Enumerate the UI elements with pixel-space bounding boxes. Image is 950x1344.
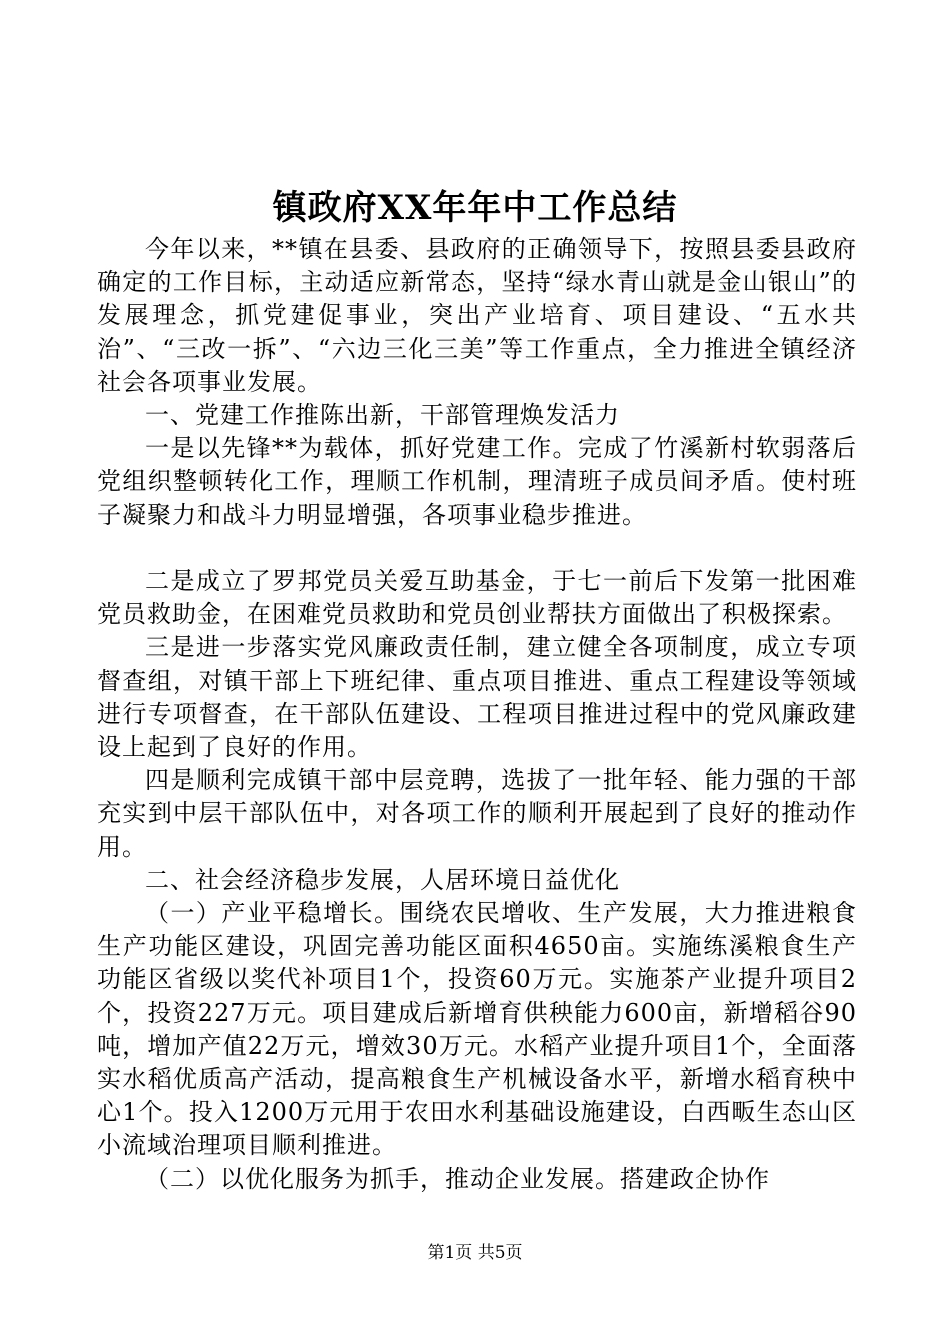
paragraph-item-2: 二是成立了罗邦党员关爱互助基金，于七一前后下发第一批困难党员救助金，在困难党员救助和党员创业帮扶方面做出了积极探索。 <box>97 567 857 629</box>
paragraph-industry: （一）产业平稳增长。围绕农民增收、生产发展，大力推进粮食生产功能区建设，巩固完善功能区面积4650亩。实施练溪粮食生产功能区省级以奖代补项目1个，投资60万元。实施茶产业提升项目2个，投资227万元。项目建成后新增育供秧能力600亩，新增稻谷90吨，增加产值22万元，增效30万元。水稻产业提升项目1个，全面落实水稻优质高产活动，提高粮食生产机械设备水平，新增水稻育秧中心1个。投入1200万元用于农田水利基础设施建设，白西畈生态山区小流域治理项目顺利推进。 <box>97 899 857 1160</box>
section-heading-party-building: 一、党建工作推陈出新，干部管理焕发活力 <box>145 401 620 430</box>
paragraph-item-4: 四是顺利完成镇干部中层竞聘，选拔了一批年轻、能力强的干部充实到中层干部队伍中，对各项工作的顺利开展起到了良好的推动作用。 <box>97 766 857 861</box>
page-footer: 第1页 共5页 <box>427 1243 523 1263</box>
paragraph-enterprise: （二）以优化服务为抓手，推动企业发展。搭建政企协作 <box>145 1164 770 1193</box>
document-title: 镇政府XX年年中工作总结 <box>272 188 678 228</box>
paragraph-item-1: 一是以先锋**为载体，抓好党建工作。完成了竹溪新村软弱落后党组织整顿转化工作，理顺工作机制，理清班子成员间矛盾。使村班子凝聚力和战斗力明显增强，各项事业稳步推进。 <box>97 434 857 529</box>
document-body <box>97 233 857 1196</box>
paragraph-intro: 今年以来，**镇在县委、县政府的正确领导下，按照县委县政府确定的工作目标，主动适应新常态，坚持“绿水青山就是金山银山”的发展理念，抓党建促事业，突出产业培育、项目建设、“五水共治”、“三改一拆”、“六边三化三美”等工作重点，全力推进全镇经济社会各项事业发展。 <box>97 235 857 396</box>
section-heading-economy: 二、社会经济稳步发展，人居环境日益优化 <box>145 865 620 894</box>
paragraph-item-3: 三是进一步落实党风廉政责任制，建立健全各项制度，成立专项督查组，对镇干部上下班纪律、重点项目推进、重点工程建设等领域进行专项督查，在干部队伍建设、工程项目推进过程中的党风廉政建设上起到了良好的作用。 <box>97 633 857 762</box>
blank-line <box>97 532 857 565</box>
